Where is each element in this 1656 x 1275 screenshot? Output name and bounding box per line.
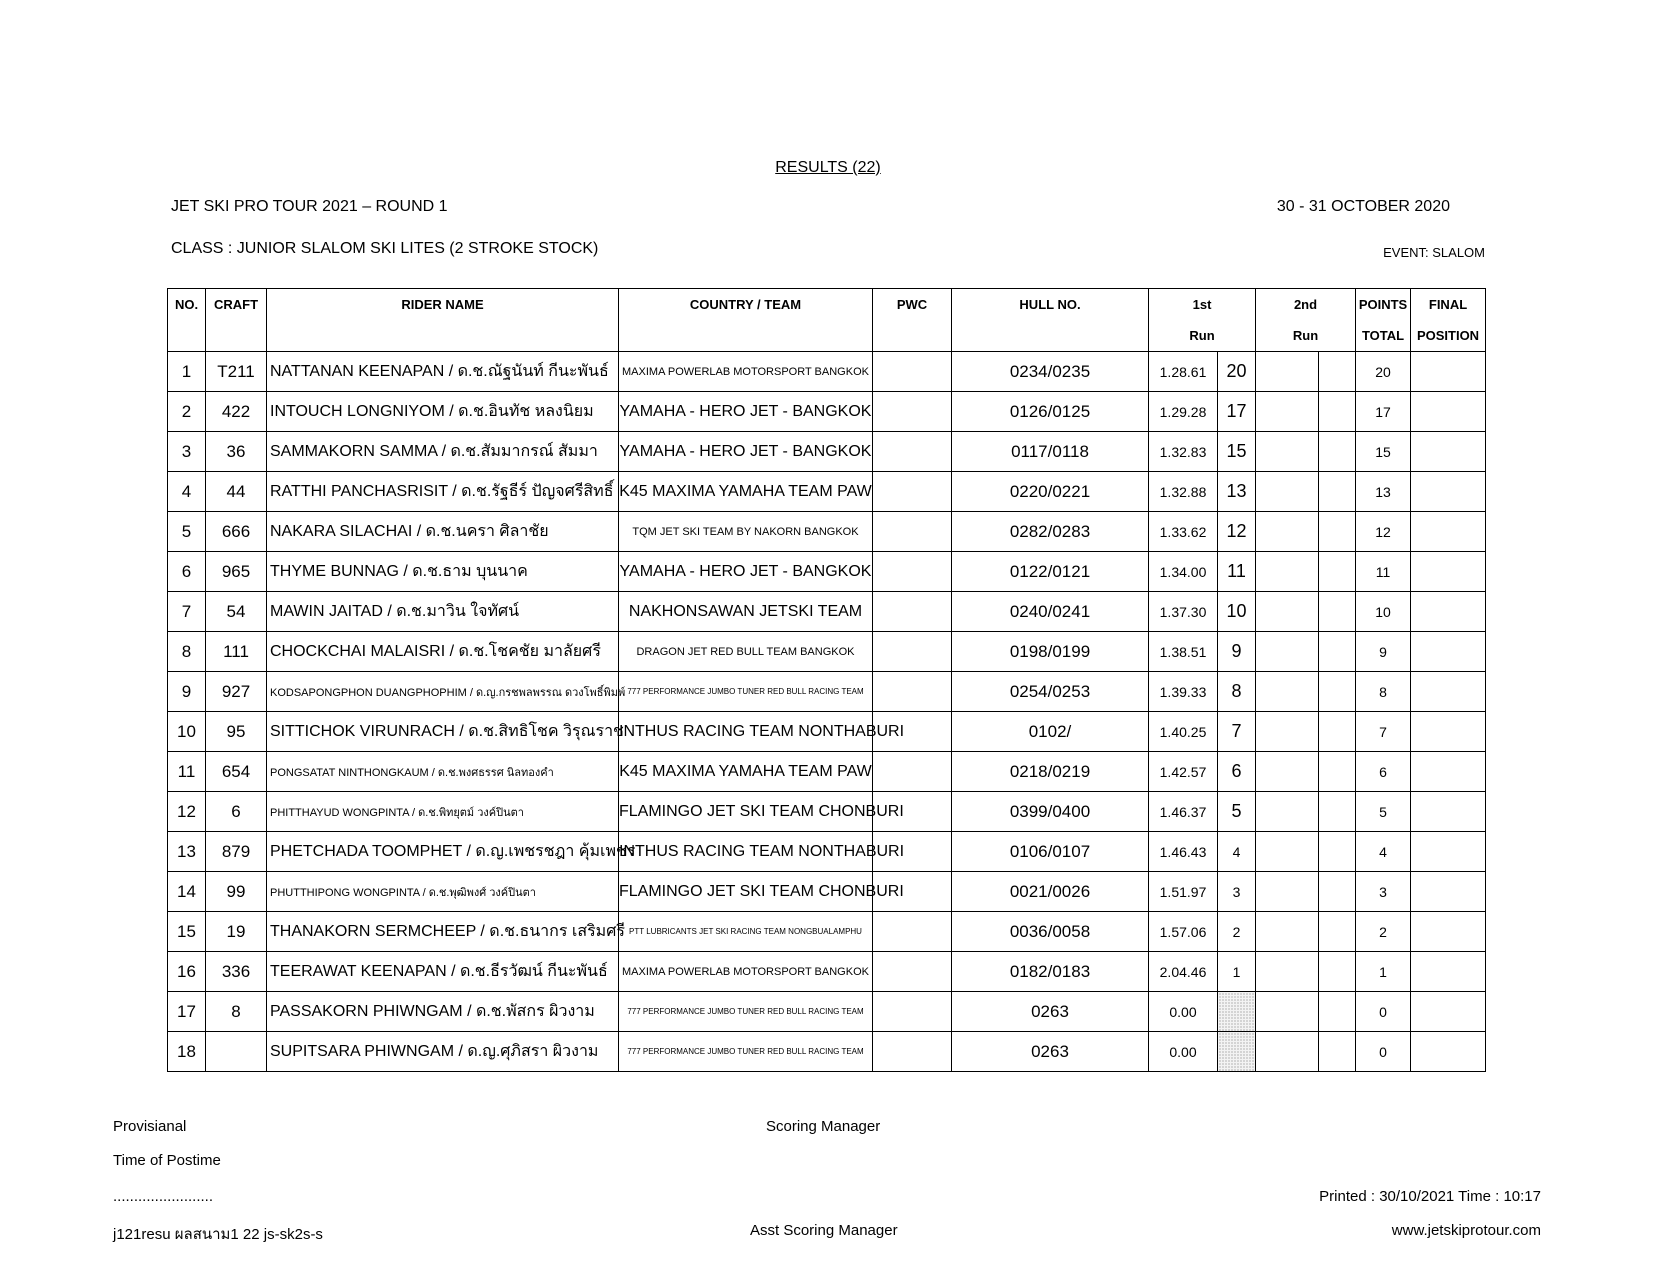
cell-run1-time: 2.04.46 bbox=[1149, 952, 1218, 992]
table-row bbox=[168, 872, 1486, 912]
cell-run2-time bbox=[1256, 632, 1319, 672]
cell-hull: 0106/0107 bbox=[952, 832, 1149, 872]
cell-final-position bbox=[1411, 512, 1486, 552]
col-header-final-sub: POSITION bbox=[1411, 320, 1486, 352]
cell-hull: 0021/0026 bbox=[952, 872, 1149, 912]
cell-craft: 95 bbox=[206, 712, 267, 752]
cell-run1-points: 15 bbox=[1218, 432, 1256, 472]
cell-run1-time: 1.39.33 bbox=[1149, 672, 1218, 712]
cell-rider: CHOCKCHAI MALAISRI / ด.ช.โชคชัย มาลัยศรี bbox=[267, 632, 619, 672]
cell-hull: 0399/0400 bbox=[952, 792, 1149, 832]
cell-run2-time bbox=[1256, 992, 1319, 1032]
cell-run1-points bbox=[1218, 1032, 1256, 1072]
event-type: EVENT: SLALOM bbox=[1383, 245, 1485, 260]
cell-run2-time bbox=[1256, 952, 1319, 992]
cell-run1-points: 2 bbox=[1218, 912, 1256, 952]
cell-run1-time: 1.40.25 bbox=[1149, 712, 1218, 752]
cell-no: 18 bbox=[168, 1032, 206, 1072]
cell-points-total: 17 bbox=[1356, 392, 1411, 432]
cell-points-total: 20 bbox=[1356, 352, 1411, 392]
cell-pwc bbox=[873, 352, 952, 392]
cell-final-position bbox=[1411, 352, 1486, 392]
cell-run2-points bbox=[1319, 792, 1356, 832]
cell-run1-points bbox=[1218, 992, 1256, 1032]
cell-points-total: 12 bbox=[1356, 512, 1411, 552]
cell-rider: KODSAPONGPHON DUANGPHOPHIM / ด.ญ.กรชพลพรรณ ดวงโพธิ์พิมพ์ bbox=[267, 672, 619, 712]
cell-points-total: 9 bbox=[1356, 632, 1411, 672]
cell-points-total: 13 bbox=[1356, 472, 1411, 512]
cell-craft: 19 bbox=[206, 912, 267, 952]
table-row bbox=[168, 832, 1486, 872]
col-header-pwc: PWC bbox=[873, 289, 952, 321]
cell-rider: MAWIN JAITAD / ด.ช.มาวิน ใจทัศน์ bbox=[267, 592, 619, 632]
cell-run2-time bbox=[1256, 1032, 1319, 1072]
cell-run2-time bbox=[1256, 832, 1319, 872]
cell-final-position bbox=[1411, 632, 1486, 672]
cell-run2-points bbox=[1319, 872, 1356, 912]
col-header-no-cont bbox=[168, 320, 206, 352]
cell-hull: 0182/0183 bbox=[952, 952, 1149, 992]
cell-craft: 99 bbox=[206, 872, 267, 912]
time-of-postime-label: Time of Postime bbox=[113, 1152, 221, 1169]
table-row bbox=[168, 712, 1486, 752]
cell-run1-points: 17 bbox=[1218, 392, 1256, 432]
cell-team: MAXIMA POWERLAB MOTORSPORT BANGKOK bbox=[619, 952, 873, 992]
col-header-team-cont bbox=[619, 320, 873, 352]
col-header-craft: CRAFT bbox=[206, 289, 267, 321]
cell-run1-points: 10 bbox=[1218, 592, 1256, 632]
cell-craft: 666 bbox=[206, 512, 267, 552]
cell-craft: 8 bbox=[206, 992, 267, 1032]
cell-team: PTT LUBRICANTS JET SKI RACING TEAM NONGBUALAMPHU bbox=[619, 912, 873, 952]
cell-pwc bbox=[873, 632, 952, 672]
cell-rider: THYME BUNNAG / ด.ช.ธาม บุนนาค bbox=[267, 552, 619, 592]
cell-final-position bbox=[1411, 672, 1486, 712]
cell-craft: 6 bbox=[206, 792, 267, 832]
cell-no: 13 bbox=[168, 832, 206, 872]
cell-run1-points: 13 bbox=[1218, 472, 1256, 512]
cell-final-position bbox=[1411, 1032, 1486, 1072]
printed-timestamp: Printed : 30/10/2021 Time : 10:17 bbox=[1319, 1188, 1541, 1205]
table-row bbox=[168, 432, 1486, 472]
asst-scoring-manager-label: Asst Scoring Manager bbox=[750, 1222, 898, 1239]
cell-hull: 0240/0241 bbox=[952, 592, 1149, 632]
cell-run2-points bbox=[1319, 992, 1356, 1032]
cell-final-position bbox=[1411, 792, 1486, 832]
cell-pwc bbox=[873, 592, 952, 632]
cell-run1-points: 1 bbox=[1218, 952, 1256, 992]
table-row bbox=[168, 392, 1486, 432]
col-header-final: FINAL bbox=[1411, 289, 1486, 321]
col-header-rider-cont bbox=[267, 320, 619, 352]
cell-team: NAKHONSAWAN JETSKI TEAM bbox=[619, 592, 873, 632]
col-header-points-sub: TOTAL bbox=[1356, 320, 1411, 352]
cell-run1-points: 5 bbox=[1218, 792, 1256, 832]
cell-craft: 36 bbox=[206, 432, 267, 472]
cell-craft: 422 bbox=[206, 392, 267, 432]
cell-run2-time bbox=[1256, 512, 1319, 552]
cell-points-total: 8 bbox=[1356, 672, 1411, 712]
cell-run2-points bbox=[1319, 1032, 1356, 1072]
cell-final-position bbox=[1411, 952, 1486, 992]
cell-no: 3 bbox=[168, 432, 206, 472]
cell-team: YAMAHA - HERO JET - BANGKOK bbox=[619, 392, 873, 432]
cell-pwc bbox=[873, 432, 952, 472]
cell-pwc bbox=[873, 952, 952, 992]
cell-team: FLAMINGO JET SKI TEAM CHONBURI bbox=[619, 792, 873, 832]
cell-pwc bbox=[873, 912, 952, 952]
cell-run1-time: 1.34.00 bbox=[1149, 552, 1218, 592]
header-row bbox=[168, 289, 1486, 321]
table-row bbox=[168, 672, 1486, 712]
cell-hull: 0117/0118 bbox=[952, 432, 1149, 472]
cell-final-position bbox=[1411, 912, 1486, 952]
cell-pwc bbox=[873, 512, 952, 552]
cell-run1-points: 9 bbox=[1218, 632, 1256, 672]
cell-run1-time: 1.29.28 bbox=[1149, 392, 1218, 432]
cell-run1-points: 11 bbox=[1218, 552, 1256, 592]
cell-rider: NATTANAN KEENAPAN / ด.ช.ณัฐนันท์ กีนะพันธ์ bbox=[267, 352, 619, 392]
cell-team: TQM JET SKI TEAM BY NAKORN BANGKOK bbox=[619, 512, 873, 552]
cell-team: 777 PERFORMANCE JUMBO TUNER RED BULL RACING TEAM bbox=[619, 672, 873, 712]
cell-craft: 879 bbox=[206, 832, 267, 872]
cell-team: 777 PERFORMANCE JUMBO TUNER RED BULL RACING TEAM bbox=[619, 992, 873, 1032]
cell-hull: 0263 bbox=[952, 992, 1149, 1032]
cell-run2-time bbox=[1256, 352, 1319, 392]
cell-run1-time: 1.37.30 bbox=[1149, 592, 1218, 632]
cell-rider: SUPITSARA PHIWNGAM / ด.ญ.ศุภิสรา ผิวงาม bbox=[267, 1032, 619, 1072]
cell-pwc bbox=[873, 992, 952, 1032]
cell-run1-time: 1.38.51 bbox=[1149, 632, 1218, 672]
cell-final-position bbox=[1411, 432, 1486, 472]
cell-points-total: 10 bbox=[1356, 592, 1411, 632]
cell-run1-points: 12 bbox=[1218, 512, 1256, 552]
cell-run2-points bbox=[1319, 552, 1356, 592]
cell-run1-time: 0.00 bbox=[1149, 1032, 1218, 1072]
cell-final-position bbox=[1411, 552, 1486, 592]
cell-craft: 965 bbox=[206, 552, 267, 592]
cell-run1-points: 7 bbox=[1218, 712, 1256, 752]
signature-dots: ........................ bbox=[113, 1188, 214, 1205]
cell-run2-time bbox=[1256, 472, 1319, 512]
cell-run2-time bbox=[1256, 712, 1319, 752]
cell-team: INTHUS RACING TEAM NONTHABURI bbox=[619, 832, 873, 872]
cell-run2-points bbox=[1319, 632, 1356, 672]
cell-hull: 0263 bbox=[952, 1032, 1149, 1072]
provisional-label: Provisianal bbox=[113, 1118, 187, 1135]
cell-run2-points bbox=[1319, 352, 1356, 392]
cell-final-position bbox=[1411, 712, 1486, 752]
col-header-hull-cont bbox=[952, 320, 1149, 352]
cell-rider: PONGSATAT NINTHONGKAUM / ด.ช.พงศธรรศ นิลทองคำ bbox=[267, 752, 619, 792]
cell-no: 5 bbox=[168, 512, 206, 552]
cell-no: 16 bbox=[168, 952, 206, 992]
cell-run2-points bbox=[1319, 432, 1356, 472]
cell-pwc bbox=[873, 752, 952, 792]
table-row bbox=[168, 752, 1486, 792]
cell-points-total: 4 bbox=[1356, 832, 1411, 872]
cell-run2-points bbox=[1319, 752, 1356, 792]
table-row bbox=[168, 472, 1486, 512]
table-row bbox=[168, 952, 1486, 992]
cell-points-total: 0 bbox=[1356, 1032, 1411, 1072]
results-body bbox=[168, 352, 1486, 1072]
cell-pwc bbox=[873, 472, 952, 512]
cell-hull: 0254/0253 bbox=[952, 672, 1149, 712]
col-header-run1-sub: Run bbox=[1149, 320, 1256, 352]
cell-hull: 0282/0283 bbox=[952, 512, 1149, 552]
cell-run1-time: 1.42.57 bbox=[1149, 752, 1218, 792]
cell-rider: THANAKORN SERMCHEEP / ด.ช.ธนากร เสริมศรี bbox=[267, 912, 619, 952]
cell-run2-points bbox=[1319, 472, 1356, 512]
cell-points-total: 2 bbox=[1356, 912, 1411, 952]
cell-points-total: 15 bbox=[1356, 432, 1411, 472]
cell-no: 6 bbox=[168, 552, 206, 592]
cell-run2-time bbox=[1256, 752, 1319, 792]
cell-run1-points: 3 bbox=[1218, 872, 1256, 912]
col-header-run2: 2nd bbox=[1256, 289, 1356, 321]
cell-no: 12 bbox=[168, 792, 206, 832]
cell-team: YAMAHA - HERO JET - BANGKOK bbox=[619, 552, 873, 592]
cell-run2-points bbox=[1319, 952, 1356, 992]
table-row bbox=[168, 992, 1486, 1032]
cell-no: 1 bbox=[168, 352, 206, 392]
table-row bbox=[168, 552, 1486, 592]
cell-run2-time bbox=[1256, 552, 1319, 592]
cell-team: FLAMINGO JET SKI TEAM CHONBURI bbox=[619, 872, 873, 912]
cell-rider: NAKARA SILACHAI / ด.ช.นครา ศิลาชัย bbox=[267, 512, 619, 552]
cell-final-position bbox=[1411, 472, 1486, 512]
col-header-craft-cont bbox=[206, 320, 267, 352]
header-row-2 bbox=[168, 320, 1486, 352]
col-header-rider: RIDER NAME bbox=[267, 289, 619, 321]
results-title: RESULTS (22) bbox=[775, 159, 881, 176]
cell-no: 9 bbox=[168, 672, 206, 712]
cell-pwc bbox=[873, 672, 952, 712]
cell-no: 7 bbox=[168, 592, 206, 632]
table-row bbox=[168, 352, 1486, 392]
cell-run2-time bbox=[1256, 672, 1319, 712]
cell-team: K45 MAXIMA YAMAHA TEAM PAW bbox=[619, 752, 873, 792]
cell-craft: 654 bbox=[206, 752, 267, 792]
cell-no: 17 bbox=[168, 992, 206, 1032]
cell-team: YAMAHA - HERO JET - BANGKOK bbox=[619, 432, 873, 472]
cell-pwc bbox=[873, 392, 952, 432]
cell-points-total: 6 bbox=[1356, 752, 1411, 792]
cell-final-position bbox=[1411, 592, 1486, 632]
cell-rider: PHITTHAYUD WONGPINTA / ด.ช.พิทยุตม์ วงค์ปินตา bbox=[267, 792, 619, 832]
cell-run1-time: 1.32.83 bbox=[1149, 432, 1218, 472]
cell-run1-time: 0.00 bbox=[1149, 992, 1218, 1032]
cell-team: DRAGON JET RED BULL TEAM BANGKOK bbox=[619, 632, 873, 672]
cell-run1-time: 1.57.06 bbox=[1149, 912, 1218, 952]
cell-team: MAXIMA POWERLAB MOTORSPORT BANGKOK bbox=[619, 352, 873, 392]
col-header-hull: HULL NO. bbox=[952, 289, 1149, 321]
cell-run2-time bbox=[1256, 432, 1319, 472]
cell-hull: 0220/0221 bbox=[952, 472, 1149, 512]
cell-points-total: 11 bbox=[1356, 552, 1411, 592]
cell-rider: PHUTTHIPONG WONGPINTA / ด.ช.พุฒิพงศ์ วงค์ปินตา bbox=[267, 872, 619, 912]
cell-points-total: 3 bbox=[1356, 872, 1411, 912]
cell-craft: 927 bbox=[206, 672, 267, 712]
scoring-manager-label: Scoring Manager bbox=[766, 1118, 881, 1135]
cell-hull: 0122/0121 bbox=[952, 552, 1149, 592]
cell-hull: 0234/0235 bbox=[952, 352, 1149, 392]
cell-points-total: 1 bbox=[1356, 952, 1411, 992]
table-row bbox=[168, 632, 1486, 672]
cell-pwc bbox=[873, 552, 952, 592]
results-table bbox=[167, 288, 1486, 1072]
table-row bbox=[168, 912, 1486, 952]
col-header-run1: 1st bbox=[1149, 289, 1256, 321]
cell-points-total: 5 bbox=[1356, 792, 1411, 832]
cell-rider: PASSAKORN PHIWNGAM / ด.ช.พัสกร ผิวงาม bbox=[267, 992, 619, 1032]
cell-run2-points bbox=[1319, 712, 1356, 752]
table-row bbox=[168, 792, 1486, 832]
cell-run1-points: 4 bbox=[1218, 832, 1256, 872]
cell-team: 777 PERFORMANCE JUMBO TUNER RED BULL RACING TEAM bbox=[619, 1032, 873, 1072]
cell-no: 4 bbox=[168, 472, 206, 512]
cell-run1-time: 1.46.37 bbox=[1149, 792, 1218, 832]
cell-hull: 0102/ bbox=[952, 712, 1149, 752]
cell-run1-time: 1.33.62 bbox=[1149, 512, 1218, 552]
col-header-team: COUNTRY / TEAM bbox=[619, 289, 873, 321]
col-header-pwc-cont bbox=[873, 320, 952, 352]
cell-run1-time: 1.32.88 bbox=[1149, 472, 1218, 512]
cell-craft: 54 bbox=[206, 592, 267, 632]
cell-hull: 0198/0199 bbox=[952, 632, 1149, 672]
cell-run2-points bbox=[1319, 512, 1356, 552]
event-name: JET SKI PRO TOUR 2021 – ROUND 1 bbox=[171, 198, 448, 215]
cell-run2-points bbox=[1319, 832, 1356, 872]
cell-no: 15 bbox=[168, 912, 206, 952]
website-link[interactable]: www.jetskiprotour.com bbox=[1391, 1222, 1541, 1239]
cell-run2-points bbox=[1319, 912, 1356, 952]
cell-no: 10 bbox=[168, 712, 206, 752]
cell-run1-time: 1.46.43 bbox=[1149, 832, 1218, 872]
cell-run1-points: 8 bbox=[1218, 672, 1256, 712]
cell-hull: 0218/0219 bbox=[952, 752, 1149, 792]
cell-rider: RATTHI PANCHASRISIT / ด.ช.รัฐธีร์ ปัญจศรีสิทธิ์ bbox=[267, 472, 619, 512]
cell-run1-points: 6 bbox=[1218, 752, 1256, 792]
cell-run2-time bbox=[1256, 912, 1319, 952]
cell-final-position bbox=[1411, 832, 1486, 872]
cell-final-position bbox=[1411, 752, 1486, 792]
event-date: 30 - 31 OCTOBER 2020 bbox=[1276, 198, 1450, 215]
cell-rider: TEERAWAT KEENAPAN / ด.ช.ธีรวัฒน์ กีนะพันธ์ bbox=[267, 952, 619, 992]
cell-points-total: 0 bbox=[1356, 992, 1411, 1032]
cell-run2-time bbox=[1256, 792, 1319, 832]
cell-final-position bbox=[1411, 392, 1486, 432]
cell-run2-points bbox=[1319, 672, 1356, 712]
cell-run1-time: 1.28.61 bbox=[1149, 352, 1218, 392]
cell-run2-time bbox=[1256, 872, 1319, 912]
cell-run2-time bbox=[1256, 592, 1319, 632]
cell-hull: 0036/0058 bbox=[952, 912, 1149, 952]
cell-hull: 0126/0125 bbox=[952, 392, 1149, 432]
cell-run1-time: 1.51.97 bbox=[1149, 872, 1218, 912]
cell-craft: T211 bbox=[206, 352, 267, 392]
cell-run2-points bbox=[1319, 592, 1356, 632]
cell-team: INTHUS RACING TEAM NONTHABURI bbox=[619, 712, 873, 752]
table-row bbox=[168, 512, 1486, 552]
cell-craft bbox=[206, 1032, 267, 1072]
cell-team: K45 MAXIMA YAMAHA TEAM PAW bbox=[619, 472, 873, 512]
cell-run1-points: 20 bbox=[1218, 352, 1256, 392]
cell-rider: SAMMAKORN SAMMA / ด.ช.สัมมากรณ์ สัมมา bbox=[267, 432, 619, 472]
cell-points-total: 7 bbox=[1356, 712, 1411, 752]
table-row bbox=[168, 1032, 1486, 1072]
file-code: j121resu ผลสนาม1 22 js-sk2s-s bbox=[113, 1226, 323, 1243]
cell-rider: SITTICHOK VIRUNRACH / ด.ช.สิทธิโชค วิรุณราช bbox=[267, 712, 619, 752]
cell-run2-time bbox=[1256, 392, 1319, 432]
cell-run2-points bbox=[1319, 392, 1356, 432]
cell-rider: PHETCHADA TOOMPHET / ด.ญ.เพชรชฎา คุ้มเพชร bbox=[267, 832, 619, 872]
cell-no: 14 bbox=[168, 872, 206, 912]
table-row bbox=[168, 592, 1486, 632]
cell-rider: INTOUCH LONGNIYOM / ด.ช.อินทัช หลงนิยม bbox=[267, 392, 619, 432]
cell-no: 11 bbox=[168, 752, 206, 792]
class-name: CLASS : JUNIOR SLALOM SKI LITES (2 STROKE STOCK) bbox=[171, 240, 599, 257]
cell-no: 2 bbox=[168, 392, 206, 432]
col-header-points: POINTS bbox=[1356, 289, 1411, 321]
cell-no: 8 bbox=[168, 632, 206, 672]
cell-pwc bbox=[873, 1032, 952, 1072]
col-header-no: NO. bbox=[168, 289, 206, 321]
cell-final-position bbox=[1411, 992, 1486, 1032]
col-header-run2-sub: Run bbox=[1256, 320, 1356, 352]
cell-craft: 336 bbox=[206, 952, 267, 992]
cell-craft: 111 bbox=[206, 632, 267, 672]
cell-craft: 44 bbox=[206, 472, 267, 512]
cell-final-position bbox=[1411, 872, 1486, 912]
